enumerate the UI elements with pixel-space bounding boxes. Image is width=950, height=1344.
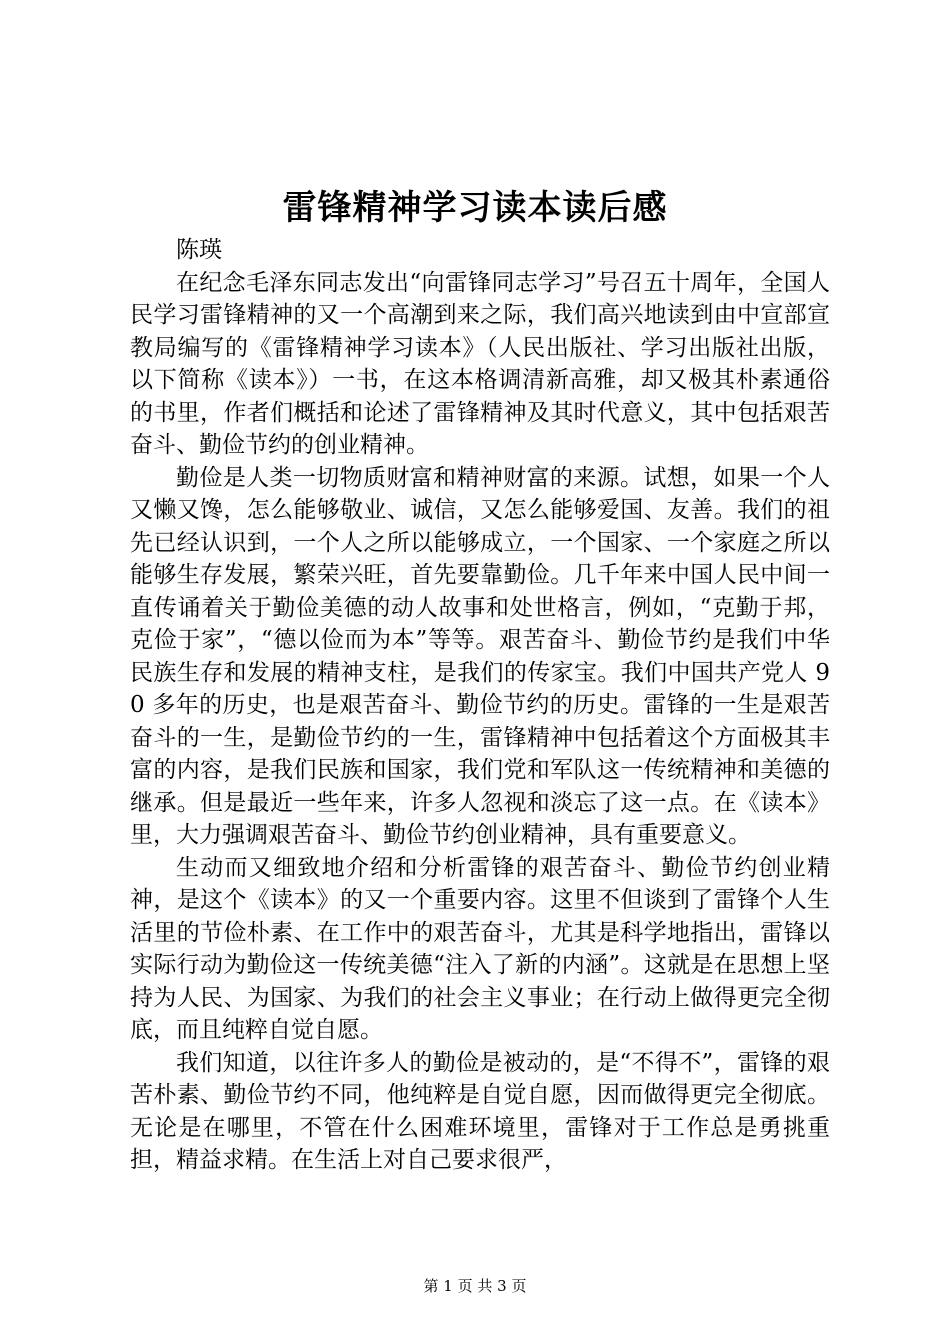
- page-footer: 第 1 页 共 3 页: [423, 1277, 527, 1295]
- author-name: 陈瑛: [176, 237, 222, 263]
- paragraph-3: 生动而又细致地介绍和分析雷锋的艰苦奋斗、勤俭节约创业精神，是这个《读本》的又一个重要内容。这里不但谈到了雷锋个人生活里的节俭朴素、在工作中的艰苦奋斗，尤其是科学地指出，雷锋以实际行动为勤俭这一传统美德“注入了新的内涵”。这就是在思想上坚持为人民、为国家、为我们的社会主义事业；在行动上做得更完全彻底，而且纯粹自觉自愿。: [130, 854, 830, 1043]
- document-body: [130, 234, 830, 1177]
- paragraph-2: 勤俭是人类一切物质财富和精神财富的来源。试想，如果一个人又懒又馋，怎么能够敬业、诚信，又怎么能够爱国、友善。我们的祖先已经认识到，一个人之所以能够成立，一个国家、一个家庭之所以能够生存发展，繁荣兴旺，首先要靠勤俭。几千年来中国人民中间一直传诵着关于勤俭美德的动人故事和处世格言，例如，“克勤于邦，克俭于家”，“德以俭而为本”等等。艰苦奋斗、勤俭节约是我们中华民族生存和发展的精神支柱，是我们的传家宝。我们中国共产党人 90 多年的历史，也是艰苦奋斗、勤俭节约的历史。雷锋的一生是艰苦奋斗的一生，是勤俭节约的一生，雷锋精神中包括着这个方面极其丰富的内容，是我们民族和国家，我们党和军队这一传统精神和美德的继承。但是最近一些年来，许多人忽视和淡忘了这一点。在《读本》里，大力强调艰苦奋斗、勤俭节约创业精神，具有重要意义。: [130, 464, 830, 848]
- paragraph-4: 我们知道，以往许多人的勤俭是被动的，是“不得不”，雷锋的艰苦朴素、勤俭节约不同，他纯粹是自觉自愿，因而做得更完全彻底。无论是在哪里，不管在什么困难环境里，雷锋对于工作总是勇挑重担，精益求精。在生活上对自己要求很严，: [130, 1049, 830, 1173]
- paragraph-1: 在纪念毛泽东同志发出“向雷锋同志学习”号召五十周年，全国人民学习雷锋精神的又一个高潮到来之际，我们高兴地读到由中宣部宣教局编写的《雷锋精神学习读本》（人民出版社、学习出版社出版，以下简称《读本》）一书，在这本格调清新高雅，却又极其朴素通俗的书里，作者们概括和论述了雷锋精神及其时代意义，其中包括艰苦奋斗、勤俭节约的创业精神。: [130, 269, 830, 458]
- document-title: 雷锋精神学习读本读后感: [282, 188, 668, 228]
